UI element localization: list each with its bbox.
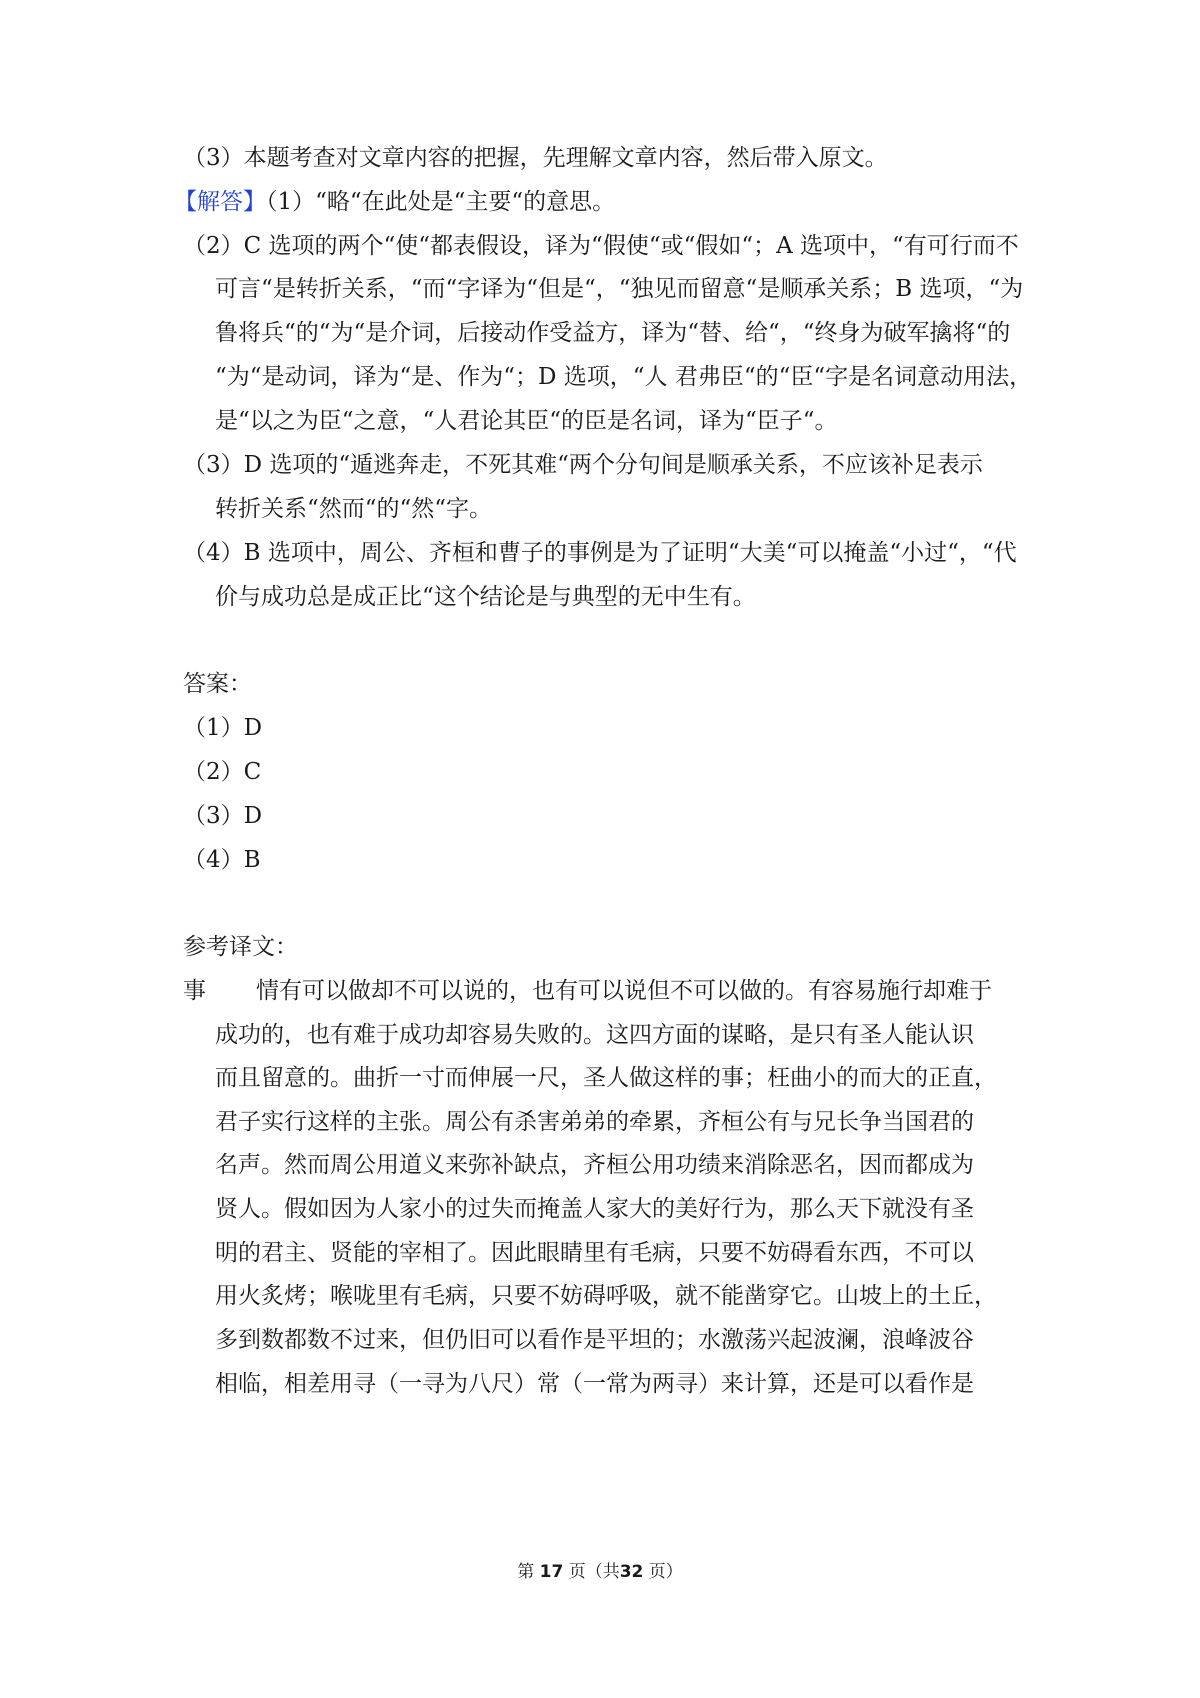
translation-line: 相临，相差用寻（一寻为八尺）常（一常为两寻）来计算，还是可以看作是 [215,1371,974,1397]
answer-item-2-line: 鲁将兵“的“为“是介词，后接动作受益方，译为“替、给“，“终身为破军擒将“的 [215,320,1011,346]
analysis-point-3: （3）本题考查对文章内容的把握，先理解文章内容，然后带入原文。 [183,145,888,171]
translation-line: 成功的，也有难于成功却容易失败的。这四方面的谋略，是只有圣人能认识 [215,1022,974,1048]
answer-item-3-line: （3）D 选项的“遁逃奔走，不死其难“两个分句间是顺承关系，不应该补足表示 [183,452,983,478]
answer-item-4-line: （4）B 选项中，周公、齐桓和曹子的事例是为了证明“大美“可以掩盖“小过“，“代 [183,540,1017,566]
answer-item-2-line: “为“是动词，译为“是、作为“；D 选项，“人 君弗臣“的“臣“字是名词意动用法， [215,364,1033,390]
translation-line: 而且留意的。曲折一寸而伸展一尺，圣人做这样的事；枉曲小的而大的正直， [215,1065,997,1091]
translation-line: 贤人。假如因为人家小的过失而掩盖人家大的美好行为，那么天下就没有圣 [215,1196,974,1222]
answer-choice: （2）C [183,759,262,785]
answer-tag: 【解答】 [174,189,266,215]
translation-line: 名声。然而周公用道义来弥补缺点，齐桓公用功绩来消除恶名，因而都成为 [215,1152,974,1178]
answer-item-2-line: 是“以之为臣“之意，“人君论其臣“的臣是名词，译为“臣子“。 [215,408,838,434]
answer-line-1 [174,187,615,217]
footer-prefix: 第 [517,1562,535,1582]
answers-heading: 答案： [183,671,252,697]
answer-item-2-line: （2）C 选项的两个“使“都表假设，译为“假使“或“假如“；A 选项中，“有可行而不 [183,233,1019,259]
answer-choice: （3）D [183,803,263,829]
answer-item-2-line: 可言“是转折关系，“而“字译为“但是“，“独见而留意“是顺承关系；B 选项，“为 [215,276,1024,302]
footer-suffix: 页） [648,1562,683,1582]
page-number: 17 [539,1562,564,1582]
translation-first-char: 事 [183,978,206,1004]
answer-choice: （4）B [183,847,261,873]
translation-line: 明的君主、贤能的宰相了。因此眼睛里有毛病，只要不妨碍看东西，不可以 [215,1240,974,1266]
answer-item-4-line: 价与成功总是成正比“这个结论是与典型的无中生有。 [215,584,756,610]
translation-heading: 参考译文： [183,934,298,960]
translation-line: 情有可以做却不可以说的，也有可以说但不可以做的。有容易施行却难于 [256,978,992,1004]
answer-item-3-line: 转折关系“然而“的“然“字。 [215,496,493,522]
answer-item-1: （1）“略“在此处是“主要“的意思。 [266,189,616,215]
translation-line: 用火炙烤；喉咙里有毛病，只要不妨碍呼吸，就不能凿穿它。山坡上的土丘， [215,1283,997,1309]
translation-line: 多到数都数不过来，但仍旧可以看作是平坦的；水激荡兴起波澜，浪峰波谷 [215,1327,974,1353]
footer-middle: 页（共 [568,1562,620,1582]
page-total: 32 [619,1562,644,1582]
answer-choice: （1）D [183,715,263,741]
page-footer [0,1560,1200,1584]
translation-line: 君子实行这样的主张。周公有杀害弟弟的牵累，齐桓公有与兄长争当国君的 [215,1109,974,1135]
